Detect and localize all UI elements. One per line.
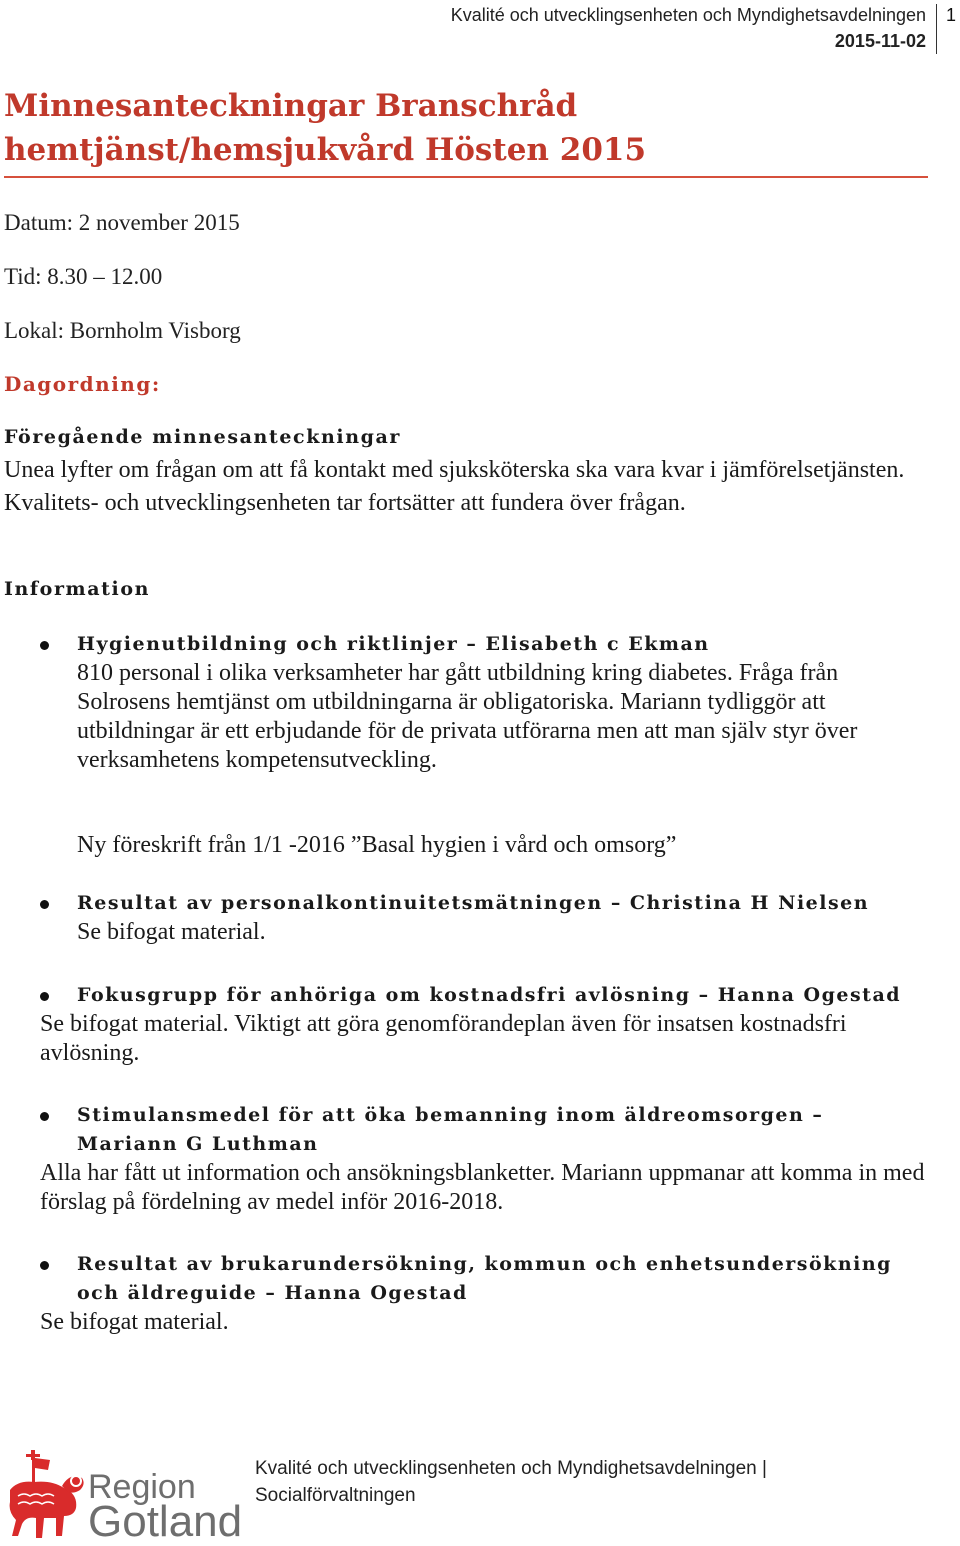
- footer-org: [255, 1455, 767, 1509]
- list-item: [40, 1250, 930, 1337]
- meta-time: Tid: 8.30 – 12.00: [4, 264, 163, 289]
- bullet-icon: [40, 1112, 49, 1121]
- previous-notes-text: Unea lyfter om frågan om att få kontakt med sjuksköterska ska vara kvar i jämförelsetjänsten. Kvalitets- och utvecklingsenheten tar fortsätter att fundera över frågan.: [4, 457, 905, 516]
- information-label: Information: [4, 578, 151, 600]
- item-heading: Hygienutbildning och riktlinjer – Elisabeth c Ekman: [77, 633, 710, 655]
- item-text: Se bifogat material.: [40, 1309, 229, 1335]
- list-item: [40, 1101, 930, 1217]
- item-heading: Resultat av personalkontinuitetsmätningen – Christina H Nielsen: [77, 892, 870, 914]
- agenda-label: Dagordning:: [4, 372, 161, 396]
- logo-gotland-text: Gotland: [88, 1497, 243, 1546]
- bullet-icon: [40, 1261, 49, 1270]
- page-number: [936, 4, 960, 54]
- page-number-label: 1: [946, 5, 957, 25]
- page-header: [451, 4, 926, 56]
- title-line-2: hemtjänst/hemsjukvård Hösten 2015: [4, 132, 647, 168]
- item-text: Se bifogat material.: [77, 919, 266, 945]
- header-date: 2015-11-02: [834, 31, 926, 51]
- title-divider: [4, 176, 928, 178]
- list-item: [40, 630, 930, 775]
- item-text: Alla har fått ut information och ansökningsblanketter. Mariann uppmanar att komma in med förslag på fördelning av medel inför 2016-2018.: [40, 1160, 925, 1215]
- bullet-icon: [40, 641, 49, 650]
- meta-location: Lokal: Bornholm Visborg: [4, 318, 241, 343]
- logo-region-text: Region: [88, 1468, 196, 1506]
- item-heading: Stimulansmedel för att öka bemanning inom äldreomsorgen – Mariann G Luthman: [77, 1104, 824, 1155]
- bullet-icon: [40, 900, 49, 909]
- ram-icon: [4, 1450, 86, 1542]
- list-item: [40, 889, 930, 947]
- footer-org-line-1: Kvalité och utvecklingsenheten och Myndighetsavdelningen |: [255, 1458, 767, 1479]
- item-text: Se bifogat material. Viktigt att göra genomförandeplan även för insatsen kostnadsfri avlösning.: [40, 1011, 847, 1066]
- meta-date: Datum: 2 november 2015: [4, 210, 240, 235]
- title-line-1: Minnesanteckningar Branschråd: [4, 88, 578, 124]
- new-regulation-note: Ny föreskrift från 1/1 -2016 ”Basal hygien i vård och omsorg”: [77, 832, 677, 858]
- footer-org-line-2: Socialförvaltningen: [255, 1485, 416, 1506]
- item-text: 810 personal i olika verksamheter har gått utbildning kring diabetes. Fråga från Solrosens hemtjänst om utbildningarna är obligatoriska. Mariann tydliggör att utbildningar är ett erbjudande för de privata utförarna men att man själv styr över verksamhetens kompetensutveckling.: [77, 660, 858, 773]
- page-title: [4, 84, 924, 172]
- item-heading: Fokusgrupp för anhöriga om kostnadsfri avlösning – Hanna Ogestad: [77, 984, 902, 1006]
- region-gotland-logo: [4, 1450, 243, 1546]
- item-heading: Resultat av brukarundersökning, kommun och enhetsundersökning och äldreguide – Hanna Ogestad: [77, 1253, 892, 1304]
- bullet-icon: [40, 992, 49, 1001]
- previous-notes-label: Föregående minnesanteckningar: [4, 426, 402, 448]
- list-item: [40, 981, 930, 1068]
- header-org: Kvalité och utvecklingsenheten och Myndighetsavdelningen: [450, 5, 926, 25]
